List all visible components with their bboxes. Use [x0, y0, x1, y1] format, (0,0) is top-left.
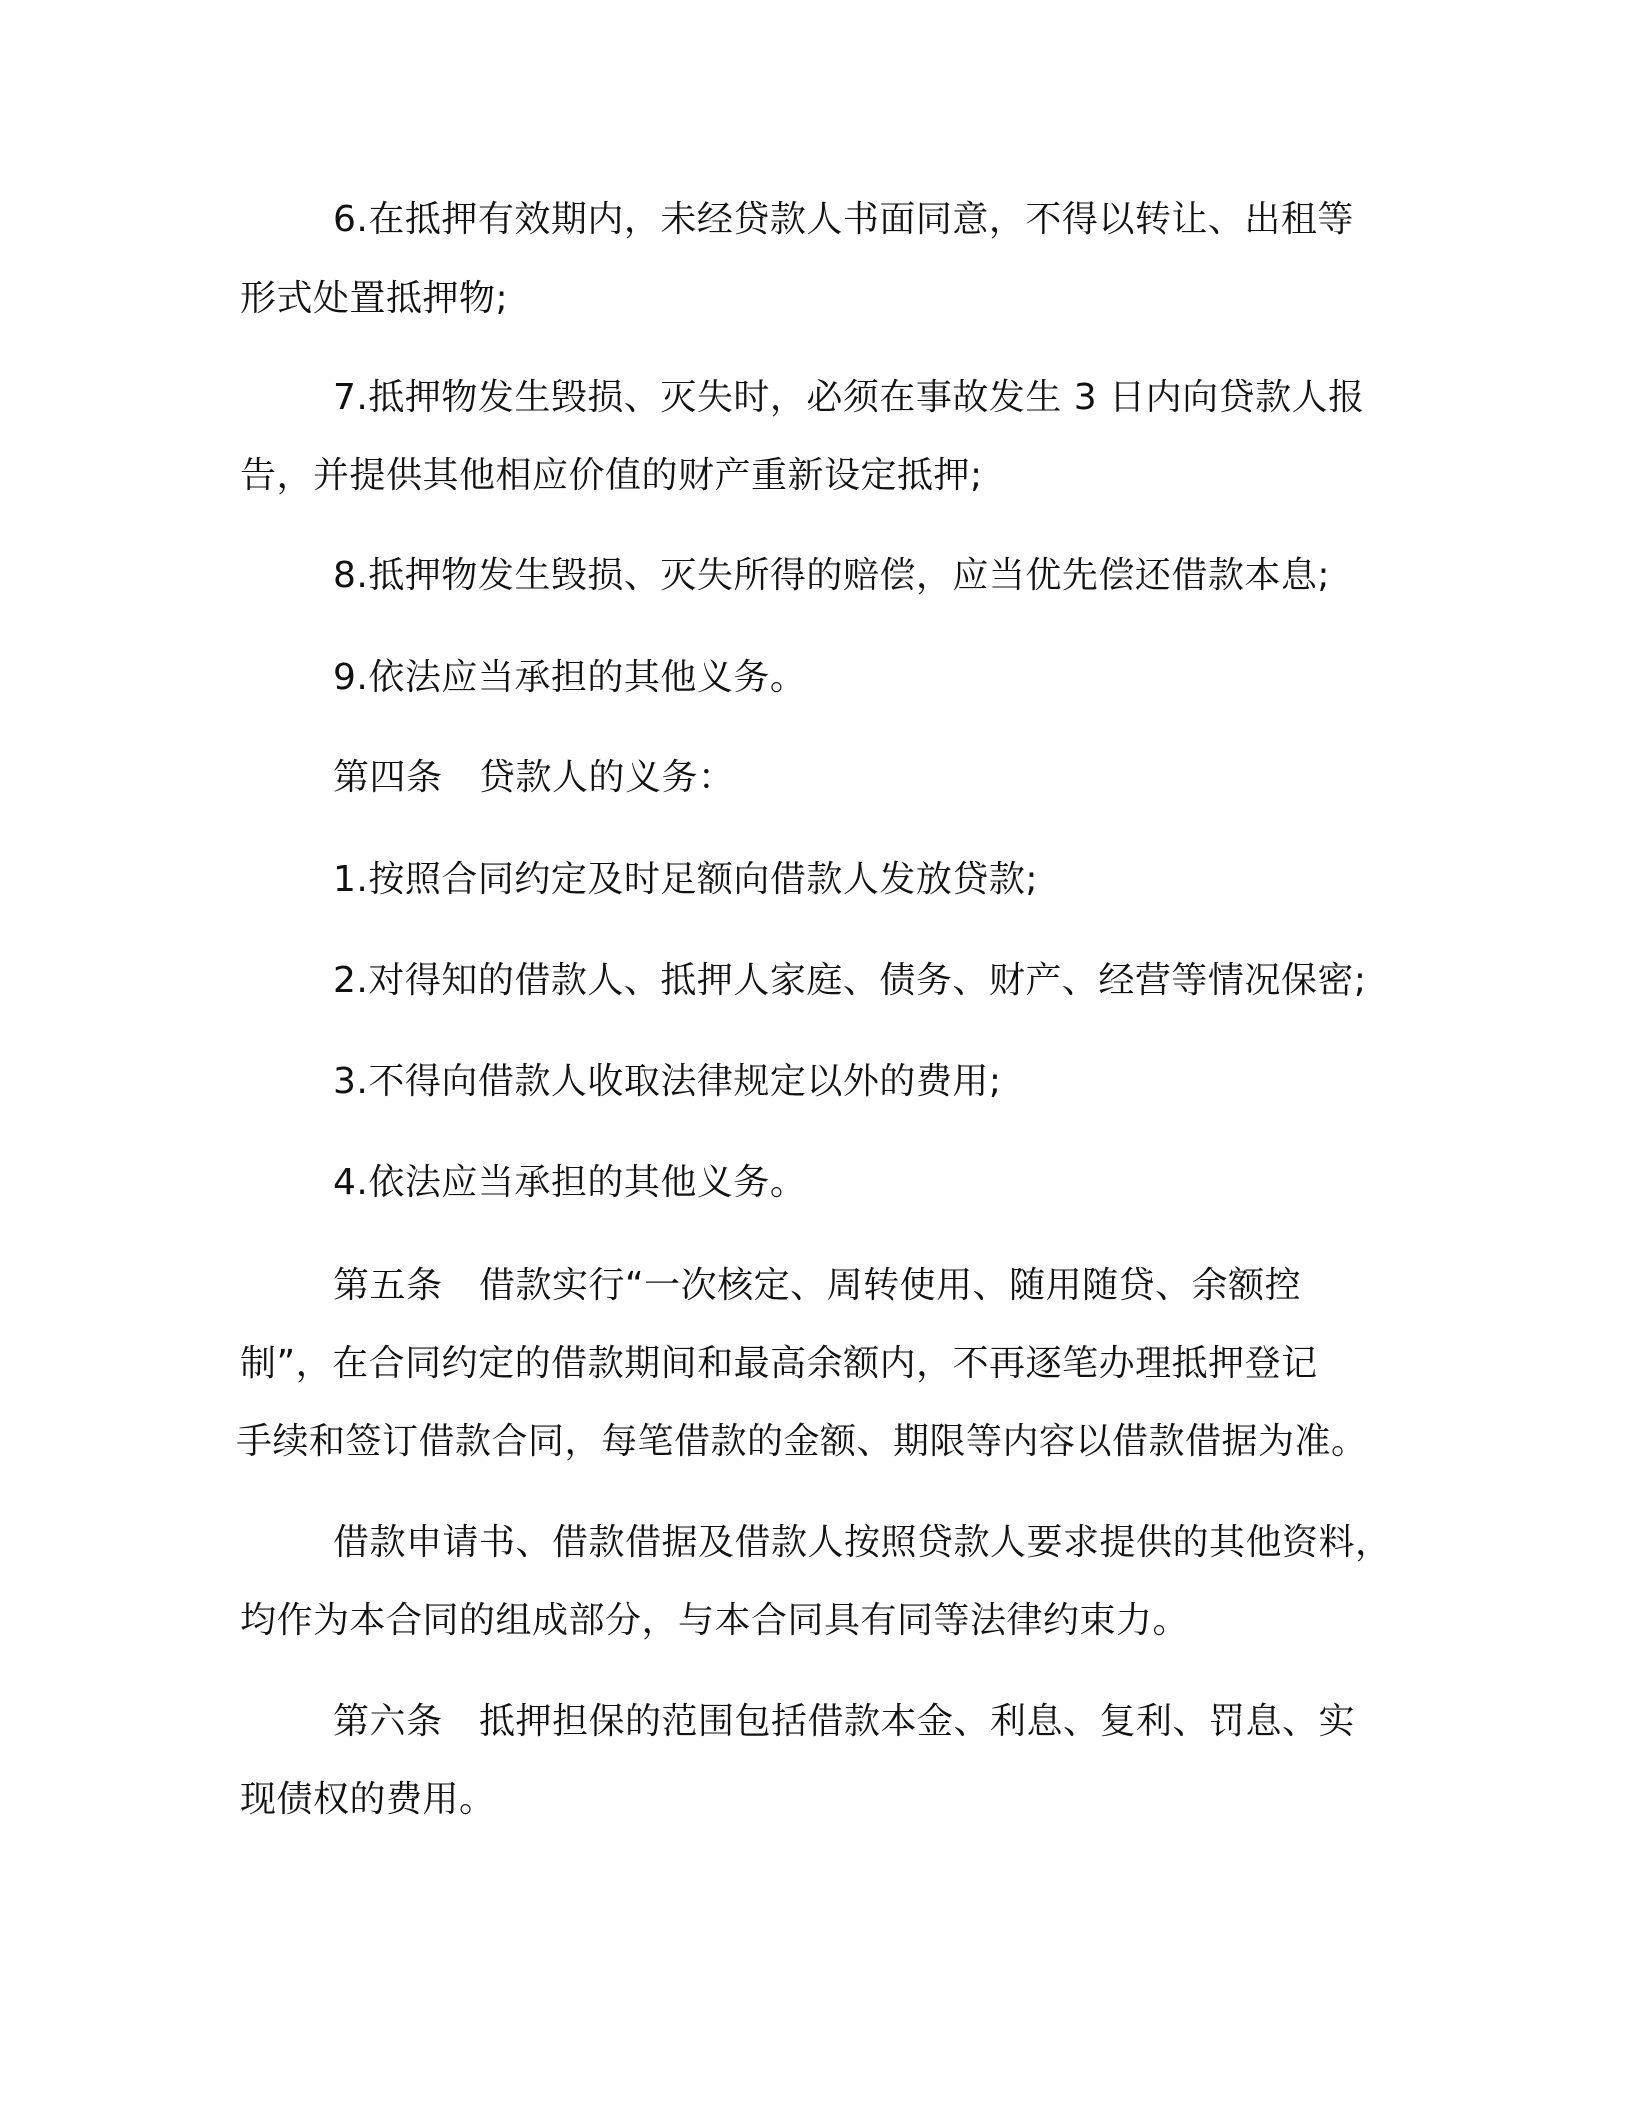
article-4-heading: 第四条 贷款人的义务： [333, 757, 735, 798]
attachments-line-1: 借款申请书、借款借据及借款人按照贷款人要求提供的其他资料， [333, 1522, 1392, 1563]
article-5-line-2: 制”，在合同约定的借款期间和最高余额内，不再逐笔办理抵押登记 [240, 1343, 1318, 1384]
clause-line-obligation-8: 8.抵押物发生毁损、灭失所得的赔偿，应当优先偿还借款本息; [333, 555, 1330, 596]
lender-duty-4: 4.依法应当承担的其他义务。 [333, 1162, 807, 1203]
clause-line-obligation-6-cont: 形式处置抵押物; [240, 278, 509, 319]
article-6-line-1: 第六条 抵押担保的范围包括借款本金、利息、复利、罚息、实 [333, 1701, 1356, 1742]
attachments-line-2: 均作为本合同的组成部分，与本合同具有同等法律约束力。 [240, 1600, 1190, 1641]
clause-line-obligation-9: 9.依法应当承担的其他义务。 [333, 657, 807, 698]
lender-duty-2: 2.对得知的借款人、抵押人家庭、债务、财产、经营等情况保密; [333, 960, 1367, 1001]
lender-duty-3: 3.不得向借款人收取法律规定以外的费用; [333, 1061, 1002, 1102]
clause-line-obligation-7: 7.抵押物发生毁损、灭失时，必须在事故发生 3 日内向贷款人报 [333, 377, 1365, 418]
article-5-line-3: 手续和签订借款合同，每笔借款的金额、期限等内容以借款借据为准。 [236, 1421, 1368, 1462]
lender-duty-1: 1.按照合同约定及时足额向借款人发放贷款; [333, 859, 1038, 900]
clause-line-obligation-7-cont: 告，并提供其他相应价值的财产重新设定抵押; [240, 455, 983, 496]
article-5-line-1: 第五条 借款实行“一次核定、周转使用、随用随贷、余额控 [333, 1265, 1302, 1306]
article-6-line-2: 现债权的费用。 [240, 1779, 496, 1820]
clause-line-obligation-6: 6.在抵押有效期内，未经贷款人书面同意，不得以转让、出租等 [333, 199, 1354, 240]
